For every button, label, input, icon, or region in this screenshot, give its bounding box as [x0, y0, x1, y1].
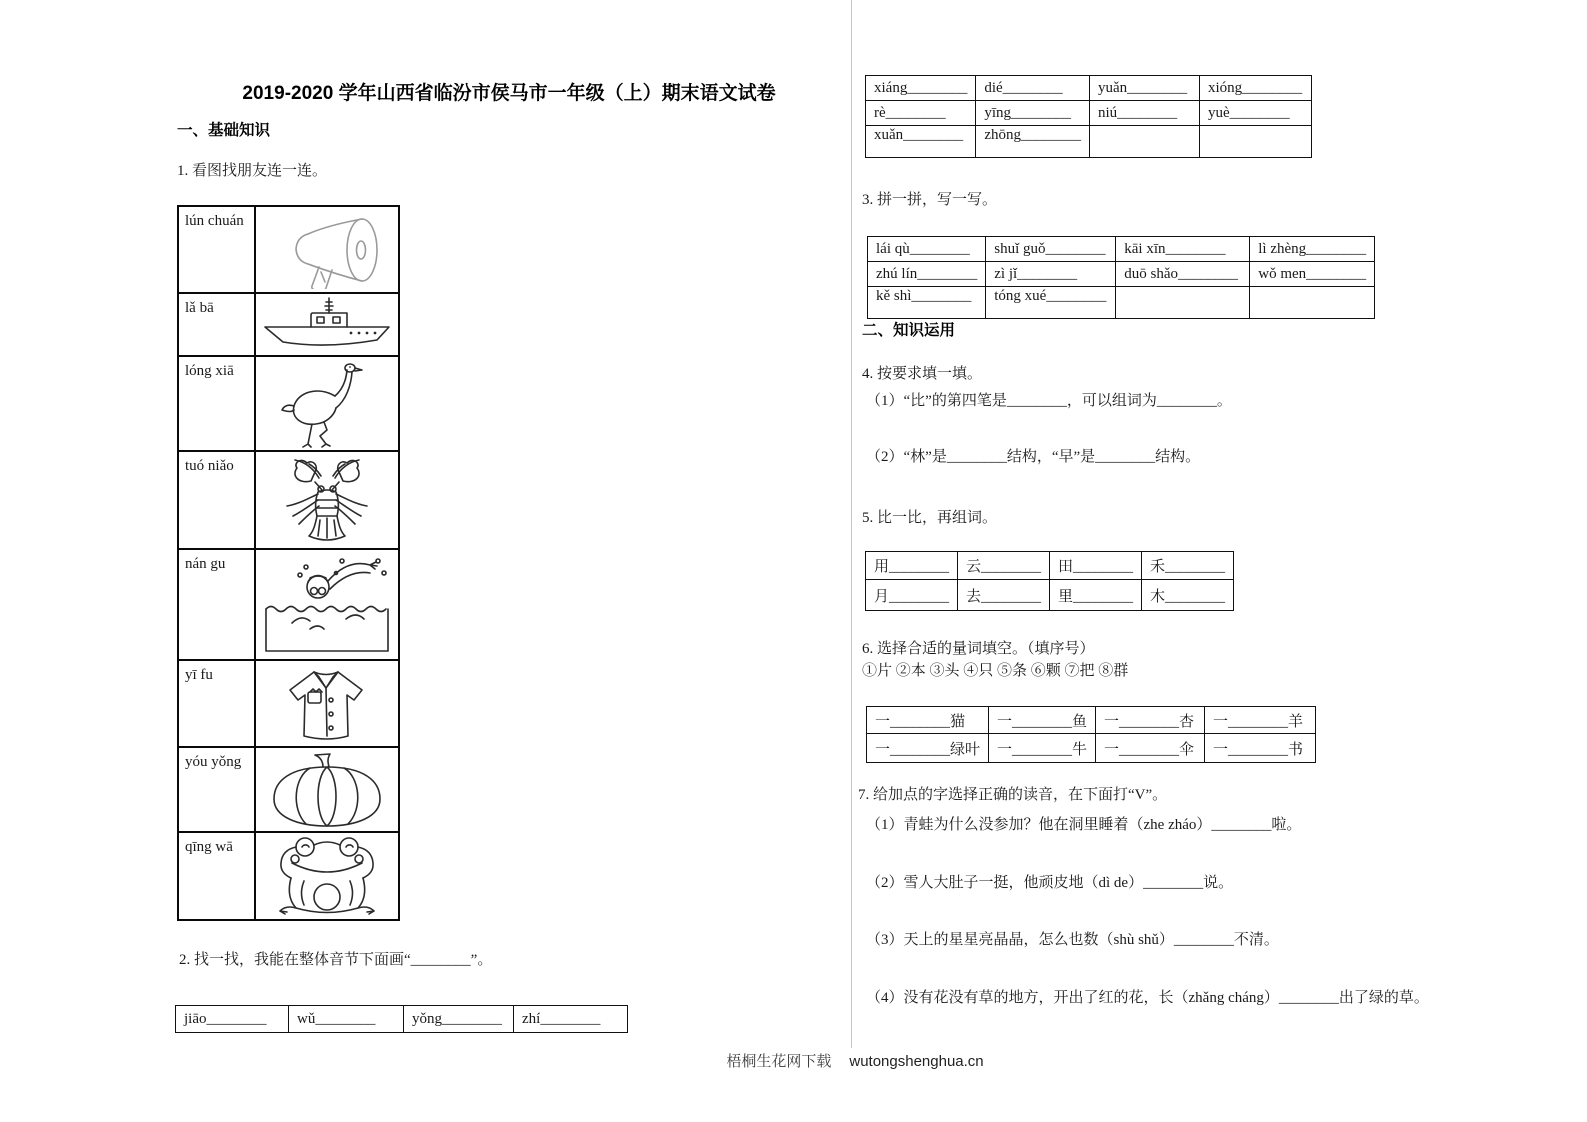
- table-cell: zì jǐ________: [986, 262, 1116, 287]
- table-cell: xuǎn________: [866, 126, 976, 158]
- question-5-label: 5. 比一比，再组词。: [862, 510, 998, 526]
- table-cell: 去________: [958, 580, 1050, 611]
- question-4-item-1: （1）“比”的第四笔是________，可以组词为________。: [866, 393, 1232, 409]
- table-cell: xióng________: [1200, 76, 1312, 101]
- footer-site-name: 梧桐生花网下载: [726, 1054, 832, 1070]
- table-cell: duō shǎo________: [1116, 262, 1250, 287]
- footer-site-url: wutongshenghua.cn: [849, 1053, 984, 1070]
- table-cell: 一________杏: [1096, 707, 1205, 734]
- table-row: [178, 293, 399, 356]
- question-6-label: 6. 选择合适的量词填空。（填序号）: [862, 641, 1095, 657]
- question-4-item-2: （2）“林”是________结构，“早”是________结构。: [866, 449, 1201, 465]
- table-cell: yīng________: [976, 101, 1090, 126]
- table-cell: 云________: [958, 552, 1050, 580]
- table-row: [178, 832, 399, 920]
- syllable-table-part1: [175, 1005, 628, 1033]
- page-title: 2019-2020 学年山西省临汾市侯马市一年级（上）期末语文试卷: [242, 83, 776, 104]
- image-cell: [255, 832, 399, 920]
- table-cell: [1116, 287, 1250, 319]
- section-heading-application: 二、知识运用: [862, 322, 956, 339]
- image-cell: [255, 549, 399, 660]
- page-footer: [455, 1050, 1255, 1071]
- image-cell: [255, 206, 399, 293]
- question-7-label: 7. 给加点的字选择正确的读音，在下面打“V”。: [858, 787, 1168, 803]
- table-cell: yǒng________: [404, 1006, 514, 1033]
- table-row: [178, 356, 399, 451]
- table-row: [868, 237, 1375, 262]
- table-cell: zhí________: [514, 1006, 628, 1033]
- column-divider: [851, 0, 852, 1048]
- table-row: [867, 707, 1316, 734]
- table-cell: 一________鱼: [989, 707, 1096, 734]
- pinyin-cell: qīng wā: [178, 832, 255, 920]
- question-4-label: 4. 按要求填一填。: [862, 366, 983, 382]
- table-cell: 木________: [1142, 580, 1234, 611]
- question-2-label: 2. 找一找，我能在整体音节下面画“________”。: [179, 952, 493, 968]
- pinyin-cell: lǎ bā: [178, 293, 255, 356]
- table-cell: yuè________: [1200, 101, 1312, 126]
- pinyin-cell: lóng xiā: [178, 356, 255, 451]
- table-row: [866, 580, 1234, 611]
- question-7-item-1: （1）青蛙为什么没参加？他在洞里睡着（zhe zháo）________啦。: [866, 817, 1302, 833]
- table-cell: dié________: [976, 76, 1090, 101]
- jacket-image: [272, 664, 382, 744]
- ship-image: [259, 297, 395, 353]
- table-cell: 一________猫: [867, 707, 989, 734]
- table-row: [178, 206, 399, 293]
- table-row: [866, 552, 1234, 580]
- lobster-image: [271, 454, 383, 546]
- table-row: [866, 126, 1312, 158]
- table-cell: wǒ men________: [1250, 262, 1375, 287]
- question-7-item-2: （2）雪人大肚子一挺，他顽皮地（dì de）________说。: [866, 875, 1234, 891]
- table-cell: 里________: [1050, 580, 1142, 611]
- table-cell: kě shì________: [868, 287, 986, 319]
- table-cell: 一________书: [1205, 734, 1316, 763]
- picture-match-table: [177, 205, 400, 921]
- table-cell: [1200, 126, 1312, 158]
- table-cell: yuǎn________: [1090, 76, 1200, 101]
- table-cell: tóng xué________: [986, 287, 1116, 319]
- question-3-label: 3. 拼一拼，写一写。: [862, 192, 998, 208]
- table-row: [866, 101, 1312, 126]
- section-heading-basics: 一、基础知识: [177, 122, 271, 139]
- pumpkin-image: [260, 751, 394, 829]
- table-cell: 一________牛: [989, 734, 1096, 763]
- image-cell: [255, 747, 399, 832]
- table-cell: zhú lín________: [868, 262, 986, 287]
- table-row: [176, 1006, 628, 1033]
- table-cell: [1250, 287, 1375, 319]
- table-cell: 月________: [866, 580, 958, 611]
- table-cell: 一________羊: [1205, 707, 1316, 734]
- table-row: [868, 287, 1375, 319]
- question-7-item-4: （4）没有花没有草的地方，开出了红的花，长（zhǎng cháng）________出了绿的草。: [866, 990, 1429, 1006]
- table-cell: lì zhèng________: [1250, 237, 1375, 262]
- table-row: [178, 660, 399, 747]
- table-cell: 田________: [1050, 552, 1142, 580]
- pinyin-cell: yóu yǒng: [178, 747, 255, 832]
- table-row: [178, 451, 399, 549]
- table-cell: niú________: [1090, 101, 1200, 126]
- megaphone-image: [263, 211, 391, 289]
- image-cell: [255, 356, 399, 451]
- table-row: [866, 76, 1312, 101]
- table-cell: 禾________: [1142, 552, 1234, 580]
- table-cell: kāi xīn________: [1116, 237, 1250, 262]
- table-cell: zhōng________: [976, 126, 1090, 158]
- ostrich-image: [272, 360, 382, 448]
- frog-image: [268, 835, 386, 917]
- table-row: [178, 549, 399, 660]
- table-row: [868, 262, 1375, 287]
- table-cell: rè________: [866, 101, 976, 126]
- table-cell: 一________伞: [1096, 734, 1205, 763]
- pinyin-cell: yī fu: [178, 660, 255, 747]
- question-7-item-3: （3）天上的星星亮晶晶，怎么也数（shù shǔ）________不清。: [866, 932, 1279, 948]
- table-row: [867, 734, 1316, 763]
- pinyin-cell: nán gu: [178, 549, 255, 660]
- image-cell: [255, 451, 399, 549]
- image-cell: [255, 293, 399, 356]
- image-cell: [255, 660, 399, 747]
- measure-word-table: [866, 706, 1316, 763]
- table-cell: wǔ________: [289, 1006, 404, 1033]
- table-row: [178, 747, 399, 832]
- table-cell: [1090, 126, 1200, 158]
- pinyin-cell: lún chuán: [178, 206, 255, 293]
- table-cell: 用________: [866, 552, 958, 580]
- table-cell: jiāo________: [176, 1006, 289, 1033]
- pinyin-write-table: [867, 236, 1375, 319]
- question-6-options: ①片 ②本 ③头 ④只 ⑤条 ⑥颗 ⑦把 ⑧群: [862, 663, 1129, 679]
- table-cell: shuǐ guǒ________: [986, 237, 1116, 262]
- question-1-label: 1. 看图找朋友连一连。: [177, 163, 328, 179]
- table-cell: lái qù________: [868, 237, 986, 262]
- pinyin-cell: tuó niǎo: [178, 451, 255, 549]
- syllable-table-part2: [865, 75, 1312, 158]
- swimmer-image: [258, 553, 396, 657]
- word-compare-table: [865, 551, 1234, 611]
- table-cell: 一________绿叶: [867, 734, 989, 763]
- table-cell: xiáng________: [866, 76, 976, 101]
